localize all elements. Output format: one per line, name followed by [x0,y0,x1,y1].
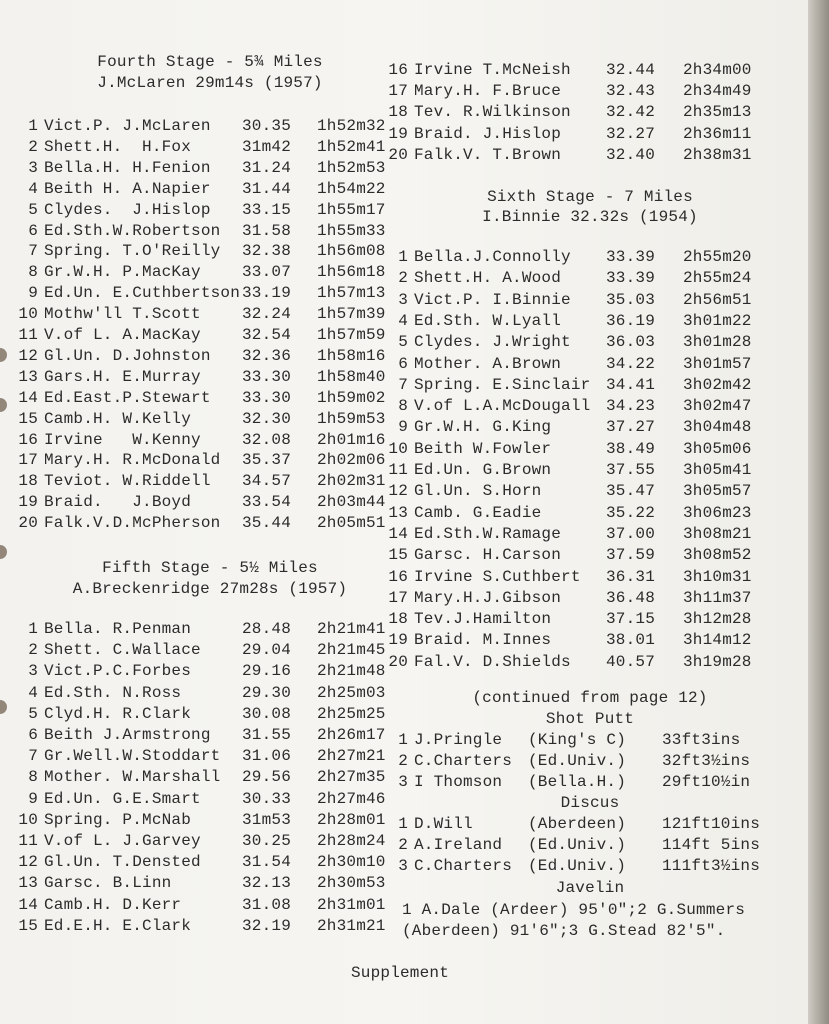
place-number: 6 [28,726,38,744]
team-runner: Gr.W.H. G.King [414,418,552,437]
team-runner: Vict.P.C.Forbes [44,662,192,681]
team-runner: Gl.Un. D.Johnston [44,346,211,365]
place-number: 11 [18,326,38,344]
stage-time: 32.54 [242,326,292,344]
page-footer: Supplement [350,964,449,982]
stage5-record: A.Breckenridge 27m28s (1957) [72,580,348,598]
team-runner: Spring. E.Sinclair [414,375,591,394]
athlete-name: C.Charters [414,857,513,875]
team-runner: Camb.H. W.Kelly [44,409,192,428]
cumulative-time: 2h31m21 [317,916,386,935]
place-number: 19 [388,124,408,143]
stage-time: 32.19 [242,916,292,935]
team-runner: Ed.Sth. W.Lyall [414,311,562,330]
team-runner: Tev.J.Hamilton [414,610,552,629]
team-runner: Gl.Un. T.Densted [44,853,201,872]
team-runner: Fal.V. D.Shields [414,652,571,671]
stage-time: 34.22 [606,354,656,373]
team-runner: Mother. W.Marshall [44,768,221,787]
cumulative-time: 2h28m24 [317,832,386,850]
stage-time: 29.56 [242,768,292,787]
stage-time: 33.07 [242,263,292,282]
athlete-club: (Ed.Univ.) [528,752,627,770]
cumulative-time: 2h28m01 [317,810,386,829]
place-number: 12 [388,482,408,501]
cumulative-time: 1h59m53 [317,409,386,428]
team-runner: Mary.H. R.McDonald [44,451,221,470]
place-number: 3 [398,857,408,875]
place-number: 8 [28,263,38,282]
team-runner: Mary.H. F.Bruce [414,82,562,101]
place-number: 19 [18,493,38,512]
place-number: 4 [28,683,38,702]
team-runner: Braid. J.Hislop [414,124,562,143]
team-runner: Mary.H.J.Gibson [414,588,562,607]
team-runner: Beith W.Fowler [414,439,552,458]
team-runner: Ed.Sth. N.Ross [44,683,182,702]
cumulative-time: 1h55m17 [317,200,386,219]
distance: 111ft3½ins [662,857,761,875]
stage-time: 28.48 [242,620,292,638]
stage-time: 35.47 [606,482,656,501]
team-runner: Beith H. A.Napier [44,179,211,198]
place-number: 19 [388,631,408,650]
stage-time: 37.15 [606,610,656,629]
page-edge [808,0,829,1024]
place-number: 13 [18,874,38,893]
cumulative-time: 1h58m40 [317,367,386,386]
distance: 121ft10ins [662,815,761,833]
team-runner: Clyd.H. R.Clark [44,704,192,723]
stage-time: 35.37 [242,451,292,470]
stage-time: 31.54 [242,853,292,872]
team-runner: Beith J.Armstrong [44,726,211,744]
cumulative-time: 1h56m18 [317,263,386,282]
cumulative-time: 2h26m17 [317,726,386,744]
stage-time: 33.30 [242,388,292,407]
cumulative-time: 2h21m45 [317,641,386,660]
cumulative-time: 2h35m13 [683,103,752,122]
stage-time: 32.08 [242,430,292,449]
team-runner: Ed.Un. E.Cuthbertson [44,284,241,303]
stage-time: 31.08 [242,895,292,914]
team-runner: Irvine T.McNeish [414,61,571,79]
cumulative-time: 3h05m41 [683,461,752,479]
distance: 29ft10½in [662,773,751,791]
continued-note: (continued from page 12) [472,689,708,707]
athlete-name: I Thomson [414,773,503,791]
place-number: 4 [398,311,408,330]
stage-time: 32.30 [242,409,292,428]
place-number: 1 [398,731,408,749]
team-runner: Clydes. J.Wright [414,333,571,352]
place-number: 18 [388,610,408,629]
team-runner: Ed.Un. G.Brown [414,461,552,479]
punch-hole [0,348,7,362]
cumulative-time: 3h05m57 [683,482,752,501]
place-number: 14 [18,388,38,407]
stage-time: 31.58 [242,221,292,240]
place-number: 20 [388,145,408,164]
team-runner: Shett. C.Wallace [44,641,201,660]
cumulative-time: 1h57m39 [317,305,386,324]
stage-time: 33.39 [606,248,656,266]
stage-time: 33.30 [242,367,292,386]
team-runner: V.of L. A.MacKay [44,326,201,344]
stage-time: 36.03 [606,333,656,352]
place-number: 2 [398,269,408,288]
stage-time: 36.19 [606,311,656,330]
cumulative-time: 1h57m13 [317,284,386,303]
place-number: 3 [28,662,38,681]
cumulative-time: 3h19m28 [683,652,752,671]
punch-hole [0,398,7,412]
cumulative-time: 3h04m48 [683,418,752,437]
cumulative-time: 1h55m33 [317,221,386,240]
place-number: 12 [18,853,38,872]
stage-time: 29.04 [242,641,292,660]
stage6-record: I.Binnie 32.32s (1954) [482,208,698,226]
team-runner: Falk.V. T.Brown [414,145,562,164]
cumulative-time: 2h03m44 [317,493,386,512]
team-runner: Garsc. B.Linn [44,874,172,893]
team-runner: Ed.Sth.W.Robertson [44,221,221,240]
place-number: 17 [388,588,408,607]
cumulative-time: 1h57m59 [317,326,386,344]
place-number: 15 [388,546,408,565]
cumulative-time: 3h02m42 [683,375,752,394]
punch-hole [0,700,7,714]
place-number: 4 [28,179,38,198]
place-number: 2 [398,752,408,770]
cumulative-time: 2h38m31 [683,145,752,164]
team-runner: Gars.H. E.Murray [44,367,201,386]
cumulative-time: 2h02m31 [317,472,386,491]
stage-time: 38.01 [606,631,656,650]
cumulative-time: 3h02m47 [683,397,752,416]
place-number: 8 [398,397,408,416]
place-number: 7 [28,747,38,766]
place-number: 9 [28,789,38,808]
javelin-heading: Javelin [555,879,625,897]
athlete-club: (King's C) [528,731,627,749]
stage-time: 29.16 [242,662,292,681]
team-runner: Bella.J.Connolly [414,248,571,266]
cumulative-time: 1h56m08 [317,242,386,261]
place-number: 18 [18,472,38,491]
stage-time: 33.19 [242,284,292,303]
place-number: 2 [28,137,38,156]
cumulative-time: 1h58m16 [317,346,386,365]
stage-time: 37.59 [606,546,656,565]
cumulative-time: 3h06m23 [683,503,752,522]
place-number: 14 [388,524,408,543]
place-number: 5 [398,333,408,352]
team-runner: Gl.Un. S.Horn [414,482,542,501]
team-runner: Teviot. W.Riddell [44,472,211,491]
team-runner: Spring. T.O'Reilly [44,242,221,261]
stage-time: 34.41 [606,375,656,394]
place-number: 13 [388,503,408,522]
stage-time: 31.55 [242,726,292,744]
cumulative-time: 1h52m32 [317,117,386,135]
team-runner: Shett.H. H.Fox [44,137,192,156]
cumulative-time: 3h10m31 [683,567,752,586]
athlete-club: (Ed.Univ.) [528,836,627,854]
place-number: 15 [18,409,38,428]
stage-time: 37.55 [606,461,656,479]
cumulative-time: 2h30m10 [317,853,386,872]
place-number: 10 [18,305,38,324]
distance: 114ft 5ins [662,836,761,854]
cumulative-time: 2h36m11 [683,124,752,143]
cumulative-time: 3h05m06 [683,439,752,458]
team-runner: Tev. R.Wilkinson [414,103,571,122]
cumulative-time: 3h01m28 [683,333,752,352]
cumulative-time: 2h21m41 [317,620,386,638]
place-number: 7 [28,242,38,261]
shot-putt-heading: Shot Putt [545,710,635,728]
stage-time: 31.24 [242,158,292,177]
team-runner: Gr.W.H. P.MacKay [44,263,201,282]
javelin-line-1: 1 A.Dale (Ardeer) 95'0";2 G.Summers [402,901,746,919]
cumulative-time: 2h55m24 [683,269,752,288]
place-number: 20 [388,652,408,671]
place-number: 1 [28,620,38,638]
stage-time: 30.35 [242,117,292,135]
cumulative-time: 2h01m16 [317,430,386,449]
stage-time: 36.48 [606,588,656,607]
cumulative-time: 3h11m37 [683,588,752,607]
team-runner: Irvine S.Cuthbert [414,567,581,586]
cumulative-time: 1h52m53 [317,158,386,177]
team-runner: Bella.H. H.Fenion [44,158,211,177]
place-number: 17 [18,451,38,470]
team-runner: Spring. P.McNab [44,810,192,829]
stage-time: 32.13 [242,874,292,893]
stage-time: 32.27 [606,124,656,143]
team-runner: Ed.Un. G.E.Smart [44,789,201,808]
distance: 33ft3ins [662,731,741,749]
cumulative-time: 2h27m35 [317,768,386,787]
stage-time: 36.31 [606,567,656,586]
cumulative-time: 3h12m28 [683,610,752,629]
team-runner: Braid. M.Innes [414,631,552,650]
cumulative-time: 3h08m21 [683,524,752,543]
stage-time: 35.22 [606,503,656,522]
place-number: 11 [388,461,408,479]
stage-time: 34.23 [606,397,656,416]
team-runner: Ed.E.H. E.Clark [44,916,192,935]
team-runner: V.of L.A.McDougall [414,397,591,416]
place-number: 1 [398,248,408,266]
athlete-name: D.Will [414,815,473,833]
place-number: 14 [18,895,38,914]
stage-time: 31.06 [242,747,292,766]
team-runner: Bella. R.Penman [44,620,192,638]
discus-heading: Discus [560,794,620,812]
team-runner: Gr.Well.W.Stoddart [44,747,221,766]
place-number: 17 [388,82,408,101]
team-runner: Mother. A.Brown [414,354,562,373]
place-number: 13 [18,367,38,386]
javelin-line-2: (Aberdeen) 91'6";3 G.Stead 82'5". [402,922,726,940]
stage-time: 32.44 [606,61,656,79]
distance: 32ft3½ins [662,752,751,770]
cumulative-time: 2h02m06 [317,451,386,470]
stage-time: 35.03 [606,290,656,309]
place-number: 1 [398,815,408,833]
cumulative-time: 3h14m12 [683,631,752,650]
place-number: 10 [18,810,38,829]
team-runner: Mothw'll T.Scott [44,305,201,324]
cumulative-time: 2h55m20 [683,248,752,266]
stage-time: 32.40 [606,145,656,164]
stage5-title: Fifth Stage - 5½ Miles [102,559,318,577]
stage-time: 32.36 [242,346,292,365]
cumulative-time: 2h27m21 [317,747,386,766]
place-number: 9 [28,284,38,303]
athlete-club: (Aberdeen) [528,815,627,833]
stage6-title: Sixth Stage - 7 Miles [487,188,693,206]
stage-time: 37.00 [606,524,656,543]
stage-time: 34.57 [242,472,292,491]
stage-time: 32.42 [606,103,656,122]
cumulative-time: 3h01m22 [683,311,752,330]
team-runner: Camb.H. D.Kerr [44,895,182,914]
team-runner: V.of L. J.Garvey [44,832,201,850]
team-runner: Falk.V.D.McPherson [44,514,221,533]
stage-time: 31m53 [242,810,292,829]
cumulative-time: 2h34m49 [683,82,752,101]
stage-time: 30.08 [242,704,292,723]
place-number: 11 [18,832,38,850]
cumulative-time: 2h25m03 [317,683,386,702]
place-number: 8 [28,768,38,787]
athlete-name: A.Ireland [414,836,503,854]
place-number: 6 [28,221,38,240]
stage-time: 32.24 [242,305,292,324]
stage4-record: J.McLaren 29m14s (1957) [97,74,323,92]
team-runner: Ed.East.P.Stewart [44,388,211,407]
athlete-name: C.Charters [414,752,513,770]
stage-time: 30.33 [242,789,292,808]
stage-time: 33.39 [606,269,656,288]
stage-time: 29.30 [242,683,292,702]
cumulative-time: 2h56m51 [683,290,752,309]
stage-time: 40.57 [606,652,656,671]
cumulative-time: 2h34m00 [683,61,752,79]
place-number: 3 [28,158,38,177]
team-runner: Vict.P. I.Binnie [414,290,571,309]
place-number: 16 [388,567,408,586]
stage-time: 32.43 [606,82,656,101]
cumulative-time: 2h25m25 [317,704,386,723]
stage-time: 33.54 [242,493,292,512]
stage-time: 38.49 [606,439,656,458]
place-number: 9 [398,418,408,437]
stage-time: 31.44 [242,179,292,198]
cumulative-time: 3h08m52 [683,546,752,565]
place-number: 3 [398,773,408,791]
place-number: 5 [28,704,38,723]
place-number: 5 [28,200,38,219]
place-number: 10 [388,439,408,458]
cumulative-time: 2h21m48 [317,662,386,681]
athlete-name: J.Pringle [414,731,503,749]
cumulative-time: 1h52m41 [317,137,386,156]
stage-time: 35.44 [242,514,292,533]
team-runner: Braid. J.Boyd [44,493,192,512]
place-number: 7 [398,375,408,394]
athlete-club: (Ed.Univ.) [528,857,627,875]
team-runner: Irvine W.Kenny [44,430,201,449]
team-runner: Garsc. H.Carson [414,546,562,565]
cumulative-time: 2h30m53 [317,874,386,893]
place-number: 18 [388,103,408,122]
stage4-title: Fourth Stage - 5¾ Miles [97,53,323,71]
team-runner: Vict.P. J.McLaren [44,117,211,135]
cumulative-time: 1h59m02 [317,388,386,407]
stage-time: 33.15 [242,200,292,219]
cumulative-time: 2h05m51 [317,514,386,533]
cumulative-time: 2h27m46 [317,789,386,808]
cumulative-time: 3h01m57 [683,354,752,373]
cumulative-time: 2h31m01 [317,895,386,914]
stage-time: 30.25 [242,832,292,850]
place-number: 15 [18,916,38,935]
stage-time: 37.27 [606,418,656,437]
athlete-club: (Bella.H.) [528,773,627,791]
cumulative-time: 1h54m22 [317,179,386,198]
place-number: 6 [398,354,408,373]
place-number: 16 [388,61,408,79]
stage-time: 32.38 [242,242,292,261]
punch-hole [0,545,7,559]
place-number: 2 [398,836,408,854]
team-runner: Clydes. J.Hislop [44,200,211,219]
team-runner: Camb. G.Eadie [414,503,542,522]
place-number: 12 [18,346,38,365]
place-number: 2 [28,641,38,660]
place-number: 16 [18,430,38,449]
team-runner: Ed.Sth.W.Ramage [414,524,562,543]
place-number: 20 [18,514,38,533]
place-number: 1 [28,117,38,135]
place-number: 3 [398,290,408,309]
stage-time: 31m42 [242,137,292,156]
team-runner: Shett.H. A.Wood [414,269,562,288]
